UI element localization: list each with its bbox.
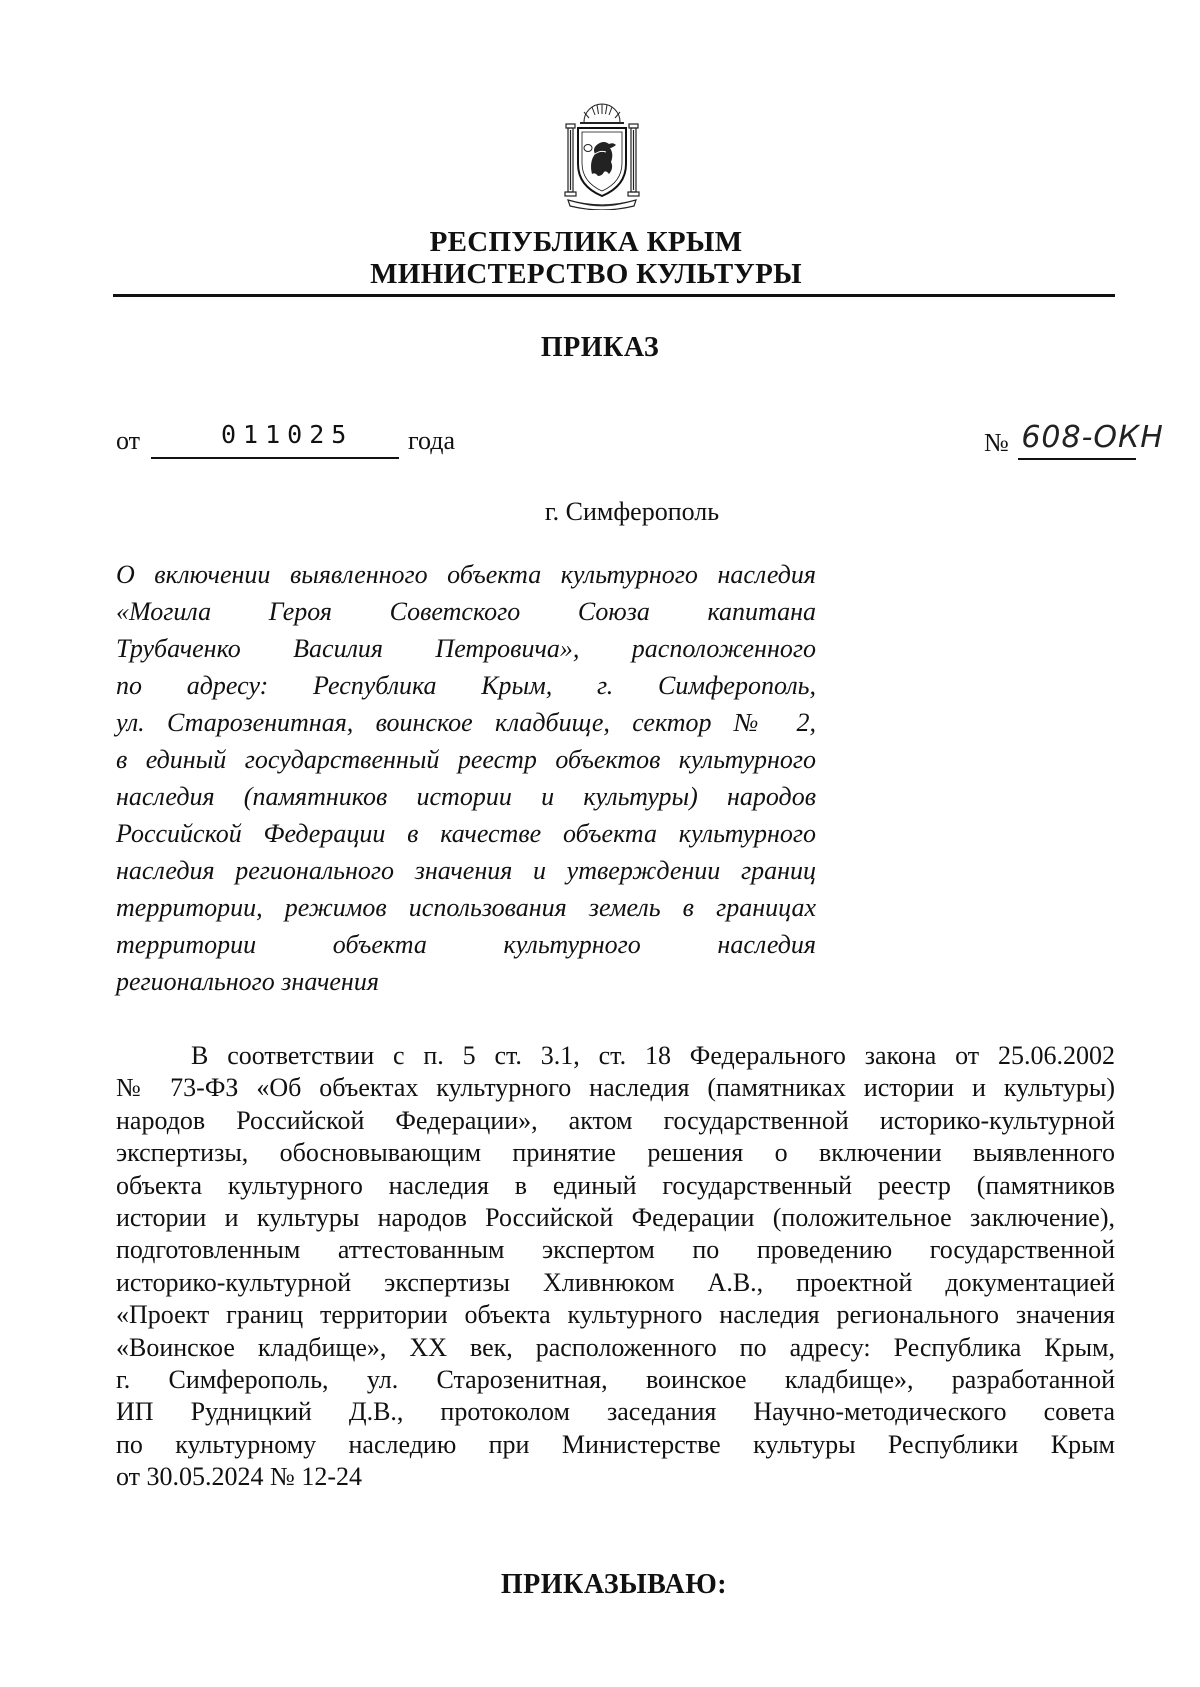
subject-line: Трубаченко Василия Петровича», расположенного <box>116 634 816 663</box>
body-line: г. Симферополь, ул. Старозенитная, воинское кладбище», разработанной <box>116 1365 1115 1395</box>
handwritten-number: 608-ОКН <box>1021 420 1164 455</box>
order-heading: ПРИКАЗЫВАЮ: <box>500 1569 728 1600</box>
body-line: В соответствии с п. 5 ст. 3.1, ст. 18 Федерального закона от 25.06.2002 <box>191 1041 1115 1070</box>
republic-heading: РЕСПУБЛИКА КРЫМ <box>429 226 743 258</box>
body-line: народов Российской Федерации», актом государственной историко-культурной <box>116 1105 1115 1135</box>
subject-line: О включении выявленного объекта культурного наследия <box>116 560 816 589</box>
date-suffix: года <box>408 426 456 455</box>
body-line: экспертизы, обосновывающим принятие решения о включении выявленного <box>116 1138 1115 1168</box>
subject-line: территории объекта культурного наследия <box>116 930 816 959</box>
subject-line: наследия (памятников истории и культуры) народов <box>116 782 816 811</box>
body-line: истории и культуры народов Российской Федерации (положительное заключение), <box>116 1203 1115 1233</box>
subject-line: регионального значения <box>116 967 379 996</box>
document-type-title: ПРИКАЗ <box>540 332 660 363</box>
body-line: подготовленным аттестованным экспертом по проведению государственной <box>116 1235 1115 1265</box>
subject-line: «Могила Героя Советского Союза капитана <box>116 597 816 626</box>
subject-line: Российской Федерации в качестве объекта культурного <box>116 819 816 848</box>
subject-line: наследия регионального значения и утверждении границ <box>116 856 816 885</box>
body-line: по культурному наследию при Министерстве культуры Республики Крым <box>116 1429 1115 1459</box>
order-subject <box>116 556 816 1000</box>
body-line: ИП Рудницкий Д.В., протоколом заседания Научно-методического совета <box>116 1397 1115 1427</box>
body-line: «Воинское кладбище», XX век, расположенного по адресу: Республика Крым, <box>116 1332 1115 1362</box>
header-divider <box>113 294 1115 297</box>
date-underline <box>151 457 399 459</box>
subject-line: территории, режимов использования земель в границах <box>116 893 816 922</box>
date-stamp: 011025 <box>221 420 354 449</box>
subject-line: ул. Старозенитная, воинское кладбище, сектор № 2, <box>116 708 816 737</box>
ministry-heading: МИНИСТЕРСТВО КУЛЬТУРЫ <box>370 258 802 290</box>
body-line: «Проект границ территории объекта культурного наследия регионального значения <box>116 1300 1115 1330</box>
document-number <box>984 420 1164 459</box>
coat-of-arms-icon <box>562 102 642 210</box>
preamble-paragraph <box>116 1040 1115 1494</box>
city-line: г. Симферополь <box>544 497 720 526</box>
date-prefix: от <box>116 426 141 455</box>
body-line: от 30.05.2024 № 12-24 <box>116 1462 362 1492</box>
body-line: № 73-ФЗ «Об объектах культурного наследия (памятниках истории и культуры) <box>116 1073 1115 1103</box>
body-line: историко-культурной экспертизы Хливнюком А.В., проектной документацией <box>116 1267 1115 1297</box>
body-line: объекта культурного наследия в единый государственный реестр (памятников <box>116 1170 1115 1200</box>
subject-line: в единый государственный реестр объектов культурного <box>116 745 816 774</box>
subject-line: по адресу: Республика Крым, г. Симферополь, <box>116 671 816 700</box>
number-underline <box>1018 458 1136 460</box>
number-prefix: № <box>984 428 1009 457</box>
